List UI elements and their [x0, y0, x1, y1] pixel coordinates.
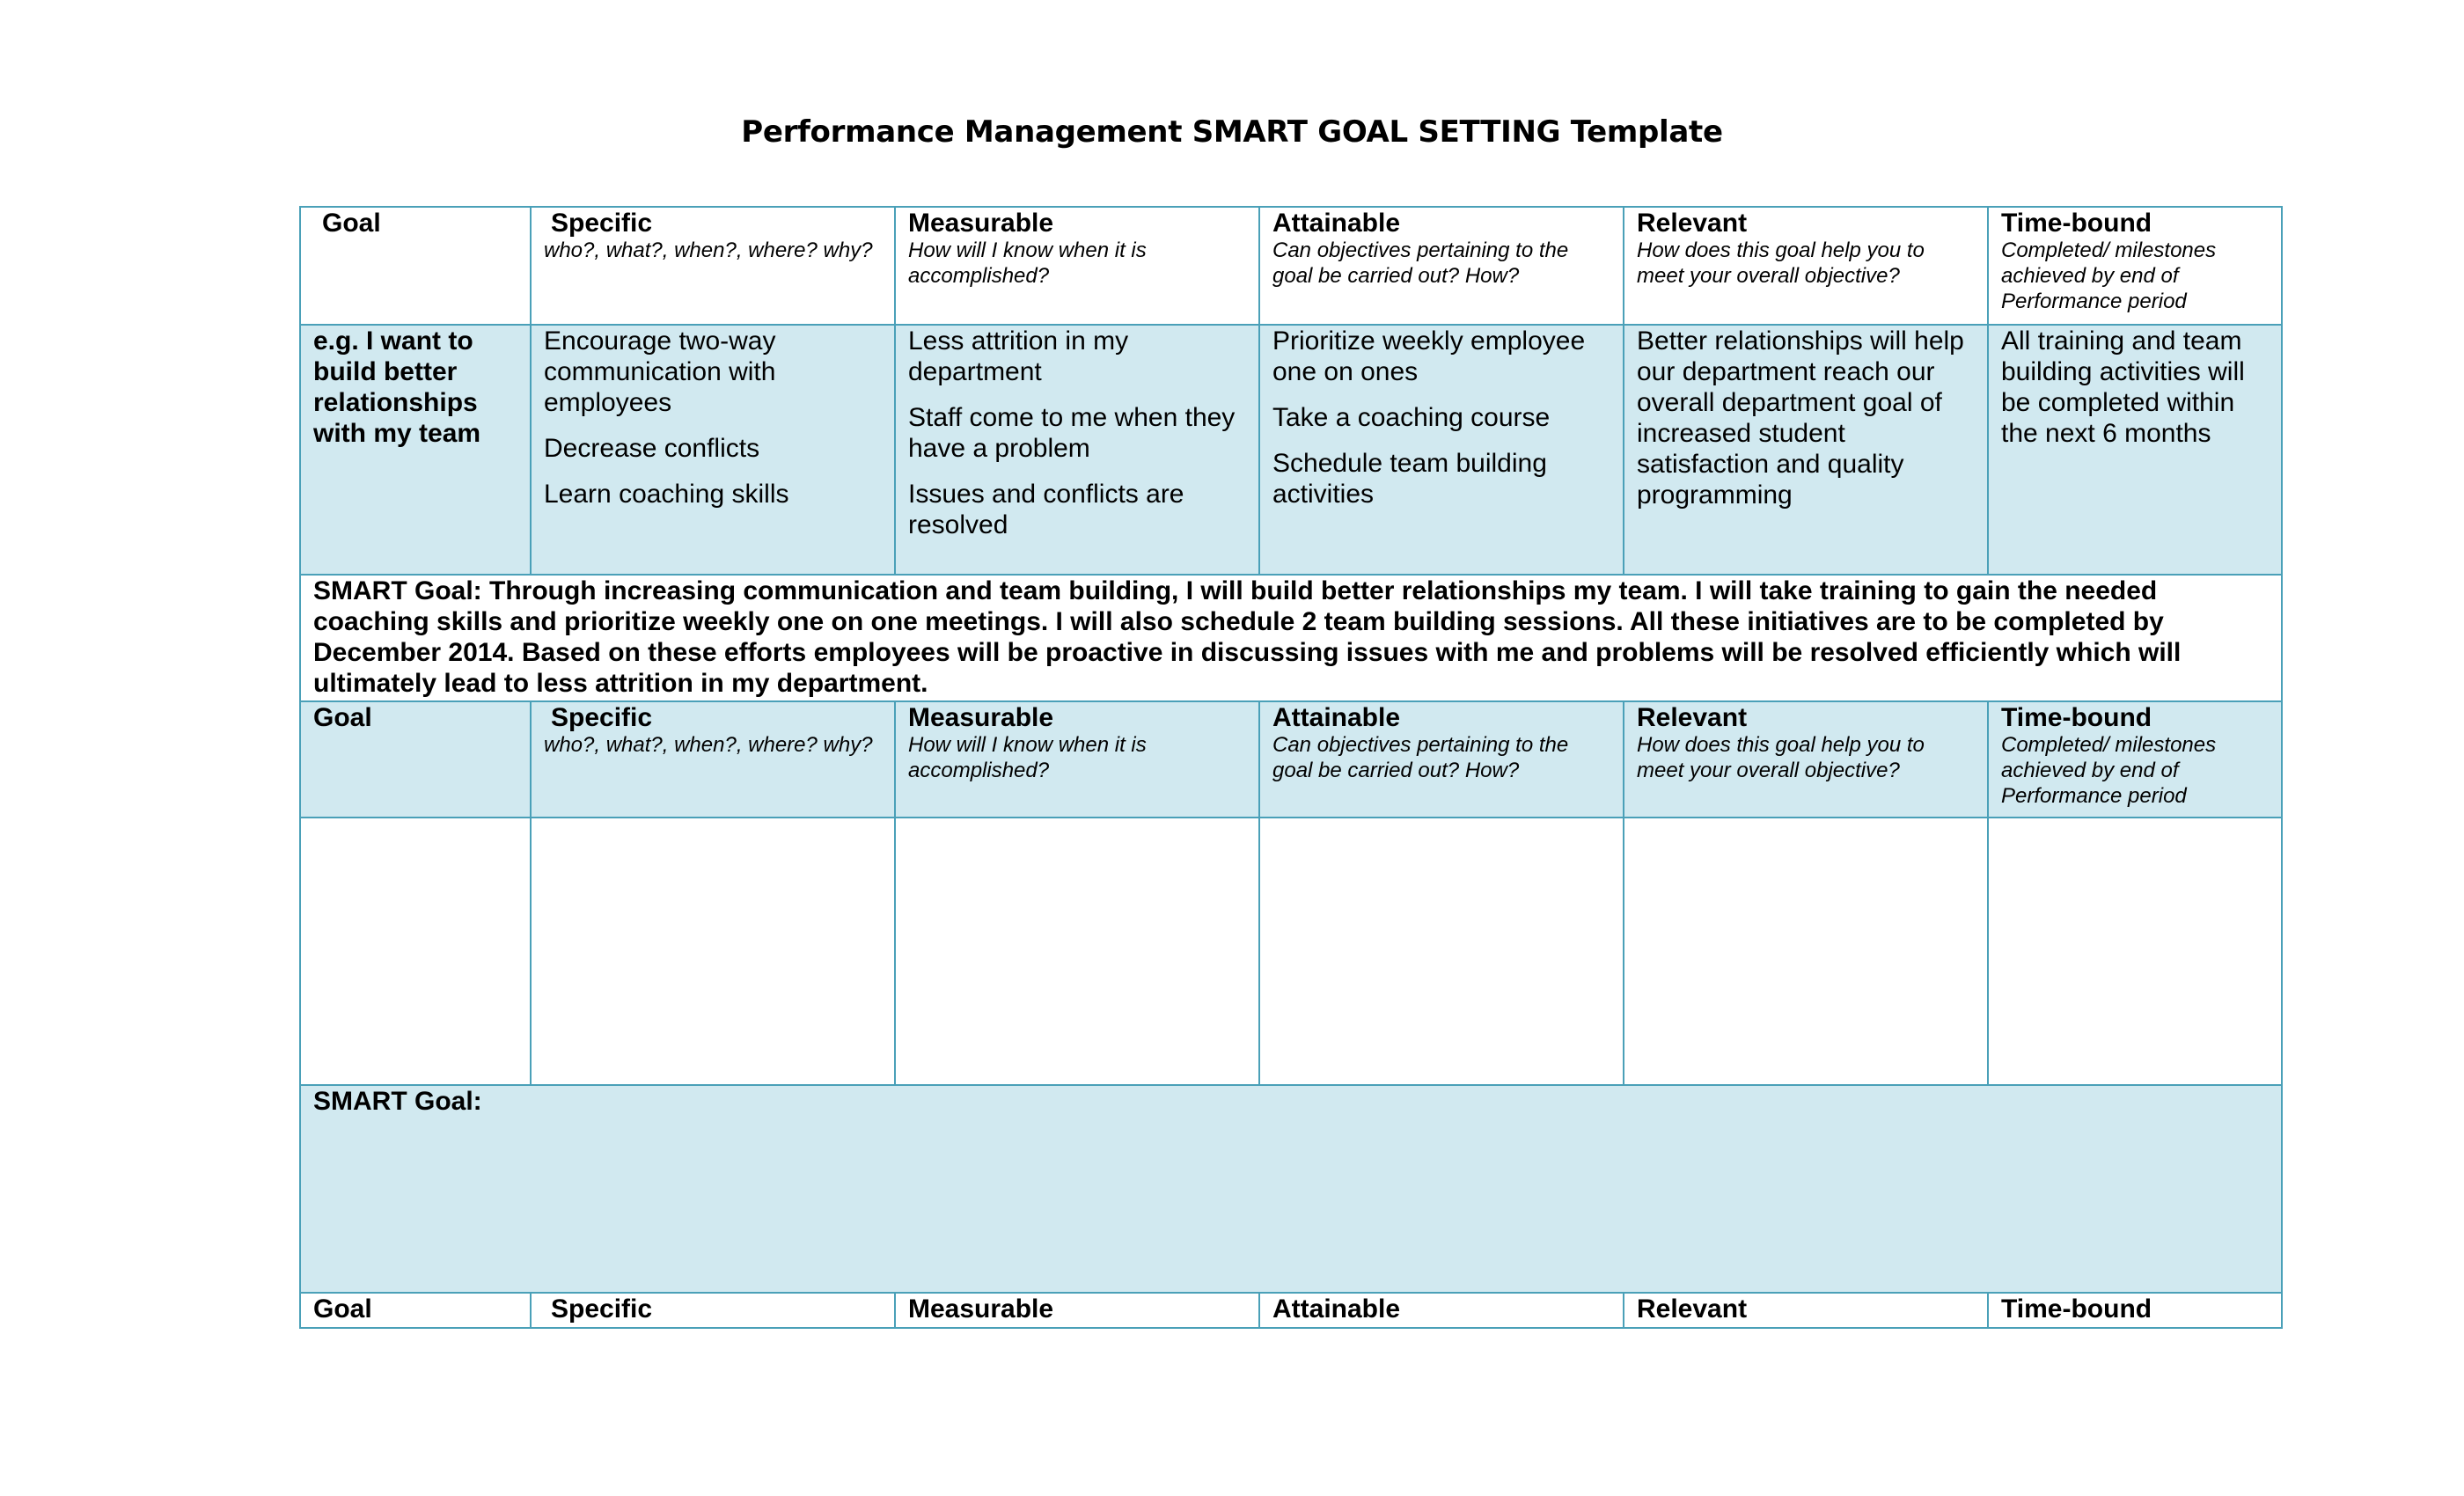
- blank-entry-row: [300, 818, 2282, 1085]
- header-attainable-sub: Can objectives pertaining to the goal be carried out? How?: [1272, 238, 1569, 288]
- example-specific: Encourage two-way communication with employees Decrease conflicts Learn coaching skills: [531, 325, 895, 575]
- header-relevant: Relevant How does this goal help you to meet your overall objective?: [1624, 207, 1988, 325]
- header-relevant-3: Relevant: [1624, 1293, 1988, 1328]
- example-row: [300, 325, 2282, 575]
- header-timebound-sub: Completed/ milestones achieved by end of Performance period: [2001, 238, 2217, 313]
- header-specific-sub: who?, what?, when?, where? why?: [544, 238, 873, 262]
- header-row-3: [300, 1293, 2282, 1328]
- header-goal-2: Goal: [300, 701, 531, 818]
- example-attainable: Prioritize weekly employee one on ones Take a coaching course Schedule team building activities: [1259, 325, 1624, 575]
- header-timebound-3: Time-bound: [1988, 1293, 2282, 1328]
- header-attainable-3: Attainable: [1259, 1293, 1624, 1328]
- header-specific-3: Specific: [531, 1293, 895, 1328]
- header-row: [300, 207, 2282, 325]
- example-relevant: Better relationships will help our department reach our overall department goal of increased student satisfaction and quality programming: [1624, 325, 1988, 575]
- header-measurable-3: Measurable: [895, 1293, 1259, 1328]
- blank-specific-cell[interactable]: [531, 818, 895, 1085]
- smart-goal-table: [299, 206, 2283, 1329]
- header-goal: Goal: [300, 207, 531, 325]
- header-specific: Specific who?, what?, when?, where? why?: [531, 207, 895, 325]
- header-measurable-2: Measurable How will I know when it is accomplished?: [895, 701, 1259, 818]
- example-smart-goal-row: [300, 575, 2282, 701]
- example-goal: e.g. I want to build better relationships with my team: [300, 325, 531, 575]
- header-timebound-2: Time-bound Completed/ milestones achieved by end of Performance period: [1988, 701, 2282, 818]
- blank-goal-cell[interactable]: [300, 818, 531, 1085]
- example-timebound: All training and team building activities will be completed within the next 6 months: [1988, 325, 2282, 575]
- header-row-2: [300, 701, 2282, 818]
- blank-smart-goal-row: [300, 1085, 2282, 1293]
- header-goal-3: Goal: [300, 1293, 531, 1328]
- blank-timebound-cell[interactable]: [1988, 818, 2282, 1085]
- blank-relevant-cell[interactable]: [1624, 818, 1988, 1085]
- page-title: Performance Management SMART GOAL SETTING Template: [741, 114, 1723, 150]
- header-measurable-sub: How will I know when it is accomplished?: [908, 238, 1147, 288]
- header-timebound: Time-bound Completed/ milestones achieved by end of Performance period: [1988, 207, 2282, 325]
- header-specific-2: Specific who?, what?, when?, where? why?: [531, 701, 895, 818]
- header-relevant-sub: How does this goal help you to meet your overall objective?: [1637, 238, 1925, 288]
- example-smart-goal: SMART Goal: Through increasing communication and team building, I will build better relationships my team. I will take training to gain the needed coaching skills and prioritize weekly one on one meetings. I will also schedule 2 team building sessions. All these initiatives are to be completed by December 2014. Based on these efforts employees will be proactive in discussing issues with me and problems will be resolved efficiently which will ultimately lead to less attrition in my department.: [300, 575, 2282, 701]
- blank-smart-goal[interactable]: SMART Goal:: [300, 1085, 2282, 1293]
- example-measurable: Less attrition in my department Staff come to me when they have a problem Issues and conflicts are resolved: [895, 325, 1259, 575]
- header-attainable: Attainable Can objectives pertaining to the goal be carried out? How?: [1259, 207, 1624, 325]
- blank-attainable-cell[interactable]: [1259, 818, 1624, 1085]
- header-attainable-2: Attainable Can objectives pertaining to the goal be carried out? How?: [1259, 701, 1624, 818]
- header-measurable: Measurable How will I know when it is accomplished?: [895, 207, 1259, 325]
- blank-measurable-cell[interactable]: [895, 818, 1259, 1085]
- header-relevant-2: Relevant How does this goal help you to meet your overall objective?: [1624, 701, 1988, 818]
